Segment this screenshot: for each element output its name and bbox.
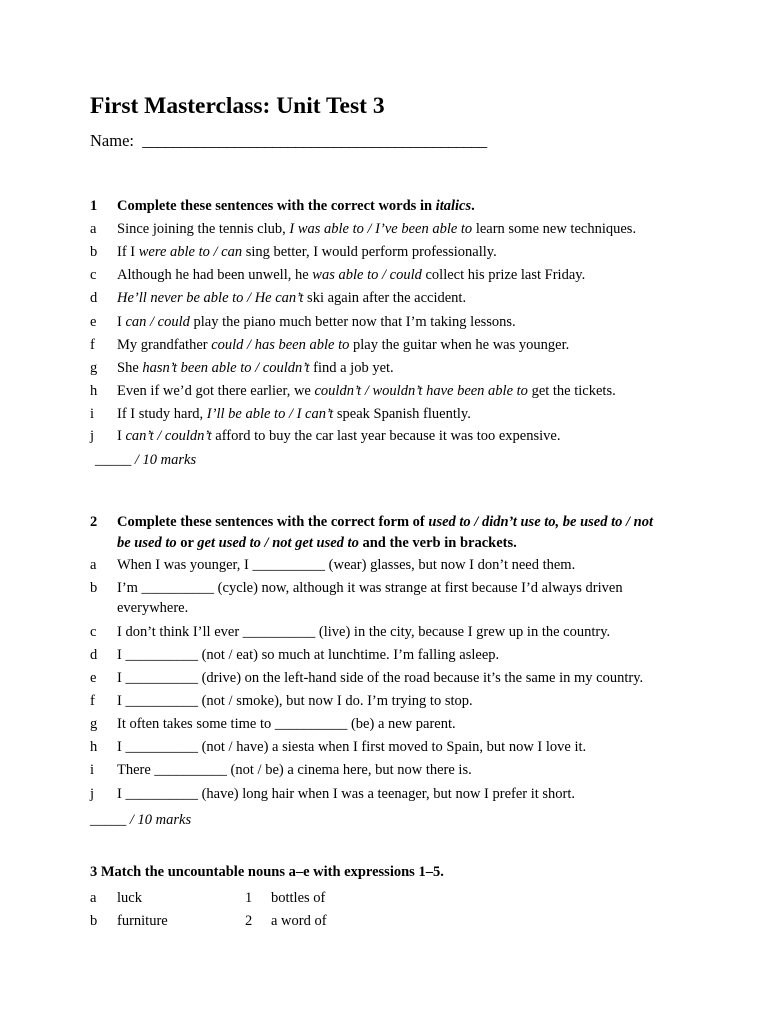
item-pre: She xyxy=(117,360,143,376)
marks-text: / 10 marks xyxy=(126,812,192,828)
item-text xyxy=(117,335,569,355)
item-options: hasn’t been able to / couldn’t xyxy=(142,360,310,376)
match-number: 1 xyxy=(245,890,253,906)
section2-number: 2 xyxy=(90,514,98,530)
item-key: c xyxy=(90,624,97,640)
match-noun: luck xyxy=(117,890,142,906)
match-number: 2 xyxy=(245,913,253,929)
match-key: b xyxy=(90,913,98,929)
item-pre: Although he had been unwell, he xyxy=(117,267,313,283)
instr-part: or xyxy=(176,535,198,551)
item-key: g xyxy=(90,716,98,732)
item-key: f xyxy=(90,693,95,709)
match-expression: a word of xyxy=(271,913,327,929)
item-text xyxy=(117,381,616,401)
item-text: I __________ (not / eat) so much at lunchtime. I’m falling asleep. xyxy=(117,647,500,663)
item-post: ski again after the accident. xyxy=(303,290,467,306)
item-text: I’m __________ (cycle) now, although it was strange at first because I’d always driven xyxy=(117,580,623,596)
item-text: I __________ (have) long hair when I was a teenager, but now I prefer it short. xyxy=(117,786,576,802)
item-post: sing better, I would perform professionally. xyxy=(242,244,497,260)
item-options: I’ll be able to / I can’t xyxy=(206,406,334,422)
instr-part: Complete these sentences with the correct form of xyxy=(117,514,429,530)
item-options: He’ll never be able to / He can’t xyxy=(117,290,304,306)
name-label: Name: xyxy=(90,131,134,150)
item-key: b xyxy=(90,244,98,260)
marks-blank: _____ xyxy=(90,812,127,828)
section1-marks xyxy=(95,452,196,469)
item-text: It often takes some time to __________ (be) a new parent. xyxy=(117,716,456,732)
item-key: b xyxy=(90,580,98,596)
item-text xyxy=(117,219,636,239)
section1-instruction-end: . xyxy=(471,198,475,214)
item-key: f xyxy=(90,337,95,353)
item-post: speak Spanish fluently. xyxy=(333,406,471,422)
item-key: d xyxy=(90,647,98,663)
item-text xyxy=(117,312,516,332)
item-options: couldn’t / wouldn’t have been able to xyxy=(314,383,528,399)
item-text xyxy=(117,358,394,378)
match-noun: furniture xyxy=(117,913,168,929)
item-pre: I xyxy=(117,428,126,444)
match-expression: bottles of xyxy=(271,890,326,906)
item-text xyxy=(117,404,471,424)
item-pre: My grandfather xyxy=(117,337,212,353)
item-text xyxy=(117,242,497,262)
instr-italic: get used to / not get used to xyxy=(197,535,359,551)
instr-part: and the verb in brackets. xyxy=(358,535,517,551)
item-text: I don’t think I’ll ever __________ (live) in the city, because I grew up in the country. xyxy=(117,624,611,640)
item-key: i xyxy=(90,762,95,778)
item-key: h xyxy=(90,739,98,755)
section1-instruction-italics: italics xyxy=(435,198,472,214)
item-post: get the tickets. xyxy=(527,383,616,399)
item-text: I __________ (drive) on the left-hand side of the road because it’s the same in my country. xyxy=(117,670,644,686)
item-key: j xyxy=(90,428,95,444)
item-options: can’t / couldn’t xyxy=(125,428,212,444)
page-title: First Masterclass: Unit Test 3 xyxy=(90,93,385,119)
item-post: afford to buy the car last year because it was too expensive. xyxy=(211,428,561,444)
section2-instruction-line2 xyxy=(117,533,517,553)
section2-marks xyxy=(90,812,191,829)
item-pre: If I xyxy=(117,244,139,260)
item-post: collect his prize last Friday. xyxy=(421,267,586,283)
item-post: play the piano much better now that I’m taking lessons. xyxy=(189,314,516,330)
section1-number: 1 xyxy=(90,198,98,214)
item-text xyxy=(117,265,585,285)
item-key: g xyxy=(90,360,98,376)
item-text: There __________ (not / be) a cinema here, but now there is. xyxy=(117,762,472,778)
section1-instruction xyxy=(117,196,475,216)
item-options: could / has been able to xyxy=(211,337,350,353)
item-key: a xyxy=(90,557,97,573)
name-blank: _____________________________________________ xyxy=(142,131,487,150)
item-post: learn some new techniques. xyxy=(472,221,637,237)
item-text: I __________ (not / have) a siesta when I first moved to Spain, but now I love it. xyxy=(117,739,587,755)
item-key: j xyxy=(90,786,95,802)
item-key: h xyxy=(90,383,98,399)
item-pre: I xyxy=(117,314,126,330)
item-pre: Since joining the tennis club, xyxy=(117,221,290,237)
instr-italic: be used to xyxy=(117,535,177,551)
item-post: play the guitar when he was younger. xyxy=(349,337,570,353)
section2-instruction-line1 xyxy=(117,512,653,532)
item-options: can / could xyxy=(125,314,190,330)
match-key: a xyxy=(90,890,97,906)
section1-instruction-a: Complete these sentences with the correct words in xyxy=(117,198,436,214)
item-text: I __________ (not / smoke), but now I do. I’m trying to stop. xyxy=(117,693,473,709)
item-key: c xyxy=(90,267,97,283)
instr-italic: used to / didn’t use to, be used to / not xyxy=(428,514,654,530)
item-text: When I was younger, I __________ (wear) glasses, but now I don’t need them. xyxy=(117,557,576,573)
item-key: e xyxy=(90,670,97,686)
section2-item-continuation: everywhere. xyxy=(117,600,189,616)
item-options: was able to / could xyxy=(312,267,422,283)
item-key: a xyxy=(90,221,97,237)
item-options: I was able to / I’ve been able to xyxy=(289,221,473,237)
item-text xyxy=(117,426,560,446)
item-key: i xyxy=(90,406,95,422)
item-key: d xyxy=(90,290,98,306)
name-field xyxy=(90,131,487,151)
item-key: e xyxy=(90,314,97,330)
item-text xyxy=(117,288,466,308)
marks-text: / 10 marks xyxy=(131,452,197,468)
item-pre: If I study hard, xyxy=(117,406,207,422)
section3-heading: 3 Match the uncountable nouns a–e with expressions 1–5. xyxy=(90,864,444,880)
item-options: were able to / can xyxy=(138,244,243,260)
item-pre: Even if we’d got there earlier, we xyxy=(117,383,315,399)
marks-blank: _____ xyxy=(95,452,132,468)
item-post: find a job yet. xyxy=(309,360,394,376)
